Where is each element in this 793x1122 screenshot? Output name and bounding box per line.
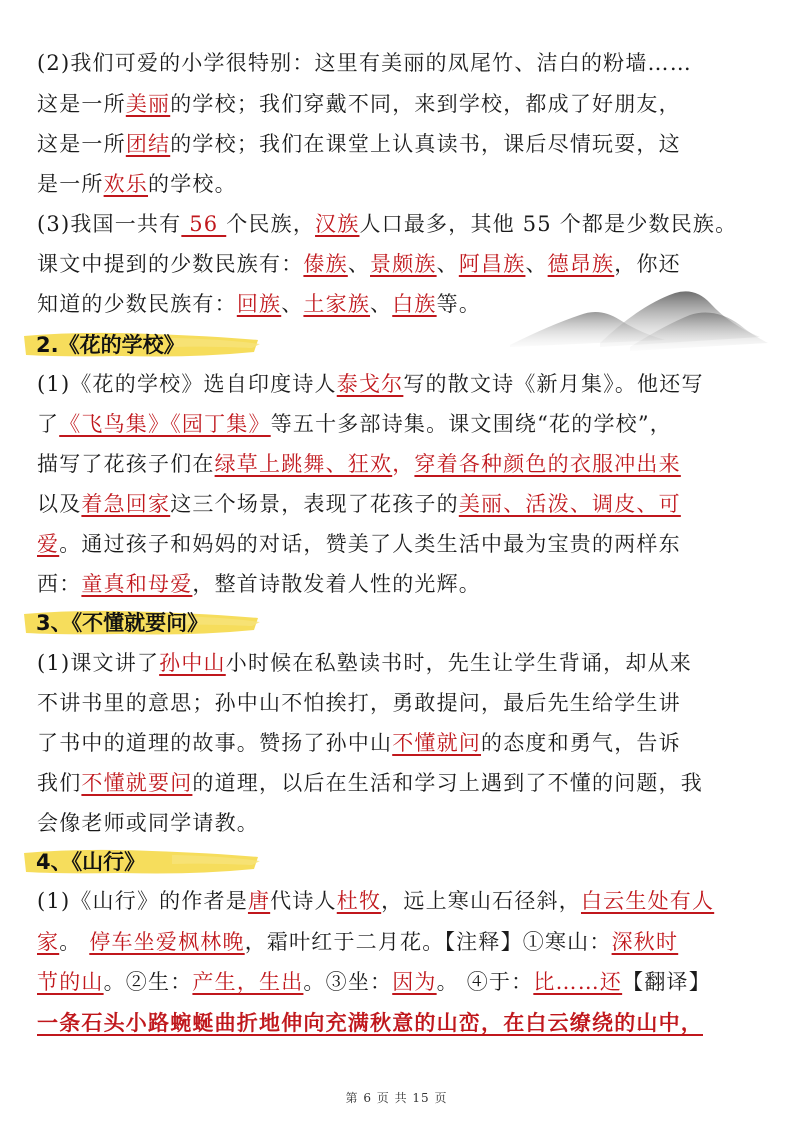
answer-text: 团结 (125, 132, 171, 156)
answer-text: 56 (181, 212, 227, 236)
section-heading: 4、《山行》 (22, 845, 262, 879)
paragraph-line: 知道的少数民族有：回族、土家族、白族等。 (37, 292, 482, 316)
paragraph-line: 爱。通过孩子和妈妈的对话，赞美了人类生活中最为宝贵的两样东 (37, 532, 681, 556)
page-footer: 第 6 页 共 15 页 (345, 1091, 448, 1105)
paragraph-line: 课文中提到的少数民族有：傣族、景颇族、阿昌族、德昂族，你还 (37, 252, 681, 276)
paragraph-line: 西：童真和母爱，整首诗散发着人性的光辉。 (37, 572, 482, 596)
paragraph-line: 这是一所美丽的学校；我们穿戴不同，来到学校，都成了好朋友， (37, 92, 681, 116)
paragraph-line: 以及着急回家这三个场景，表现了花孩子的美丽、活泼、调皮、可 (37, 492, 681, 516)
paragraph-line: 了书中的道理的故事。赞扬了孙中山不懂就问的态度和勇气，告诉 (37, 731, 681, 755)
paragraph-line: 家。 停车坐爱枫林晚，霜叶红于二月花。【注释】①寒山：深秋时 (37, 930, 679, 954)
answer-text: 美丽 (125, 92, 171, 116)
paragraph-line: 是一所欢乐的学校。 (37, 172, 237, 196)
paragraph-line: (3)我国一共有 56 个民族，汉族人口最多，其他 55 个都是少数民族。 (37, 212, 738, 236)
paragraph-line: 我们不懂就要问的道理，以后在生活和学习上遇到了不懂的问题，我 (37, 771, 704, 795)
paragraph-line: (1)课文讲了孙中山小时候在私塾读书时，先生让学生背诵，却从来 (37, 651, 692, 675)
paragraph-line: (1)《山行》的作者是唐代诗人杜牧，远上寒山石径斜，白云生处有人 (37, 889, 715, 913)
section-heading: 2.《花的学校》 (22, 328, 262, 362)
paragraph-line: 会像老师或同学请教。 (37, 811, 259, 835)
paragraph-line: (1)《花的学校》选自印度诗人泰戈尔写的散文诗《新月集》。他还写 (37, 372, 704, 396)
ink-mountain-decoration (490, 285, 770, 355)
answer-text: 欢乐 (103, 172, 149, 196)
paragraph-line: 描写了花孩子们在绿草上跳舞、狂欢，穿着各种颜色的衣服冲出来 (37, 452, 681, 476)
paragraph-line: 一条石头小路蜿蜒曲折地伸向充满秋意的山峦，在白云缭绕的山中， (37, 1010, 703, 1035)
answer-text: 汉族 (315, 212, 360, 236)
paragraph-line: 不讲书里的意思；孙中山不怕挨打，勇敢提问，最后先生给学生讲 (37, 691, 681, 715)
paragraph-line: 节的山。②生：产生，生出。③坐：因为。 ④于：比……还【翻译】 (37, 970, 711, 994)
paragraph-line: (2)我们可爱的小学很特别：这里有美丽的凤尾竹、洁白的粉墙…… (37, 51, 692, 75)
paragraph-line: 了《飞鸟集》《园丁集》等五十多部诗集。课文围绕“花的学校”， (37, 412, 672, 436)
paragraph-line: 这是一所团结的学校；我们在课堂上认真读书，课后尽情玩耍，这 (37, 132, 681, 156)
section-heading: 3、《不懂就要问》 (22, 606, 262, 640)
